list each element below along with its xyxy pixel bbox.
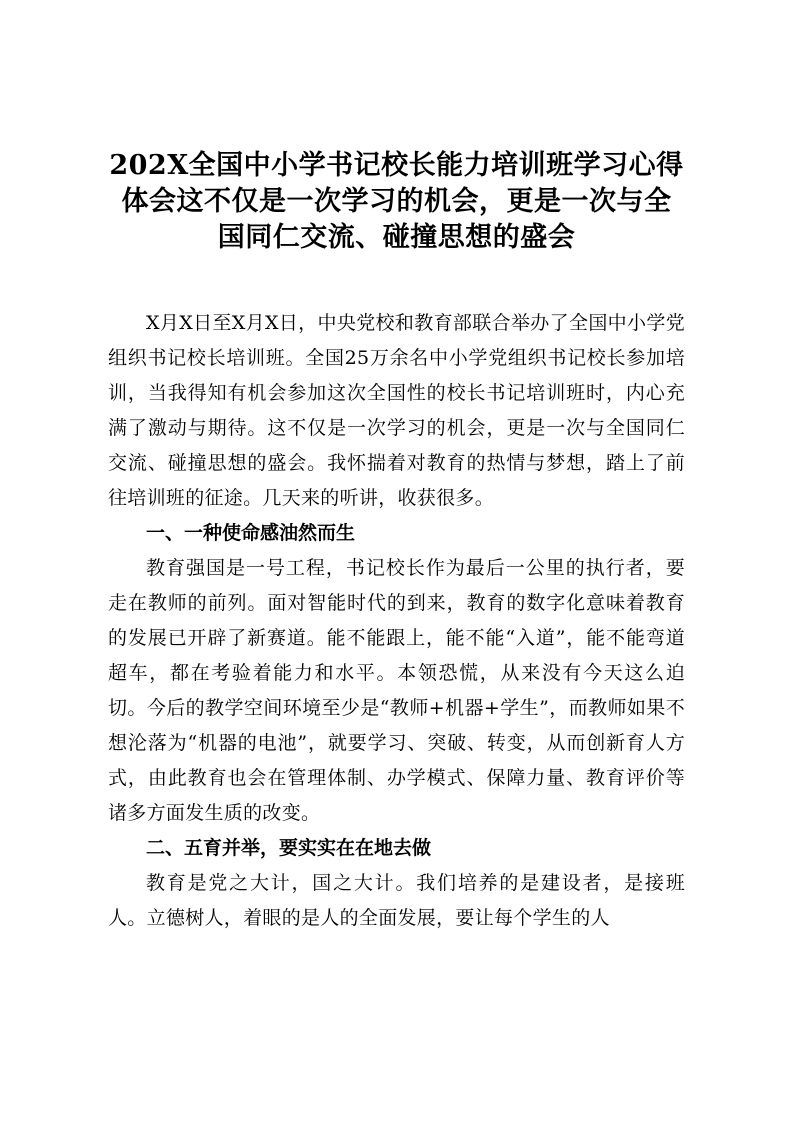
section-heading-1: 一、一种使命感油然而生 <box>146 522 356 544</box>
section-paragraph-2: 教育是党之大计，国之大计。我们培养的是建设者，是接班人。立德树人，着眼的是人的全面发展，要让每个学生的人 <box>108 872 685 929</box>
section-heading-2: 二、五育并举，要实实在在地去做 <box>146 837 432 859</box>
intro-paragraph: X月X日至X月X日，中央党校和教育部联合举办了全国中小学党组织书记校长培训班。全国25万余名中小学党组织书记校长参加培训，当我得知有机会参加这次全国性的校长书记培训班时，内心充满了激动与期待。这不仅是一次学习的机会，更是一次与全国同仁交流、碰撞思想的盛会。我怀揣着对教育的热情与梦想，踏上了前往培训班的征途。几天来的听讲，收获很多。 <box>108 312 685 509</box>
document-title: 202X全国中小学书记校长能力培训班学习心得体会这不仅是一次学习的机会，更是一次与全国同仁交流、碰撞思想的盛会 <box>109 150 684 253</box>
document-body <box>108 306 685 936</box>
section-paragraph-1: 教育强国是一号工程，书记校长作为最后一公里的执行者，要走在教师的前列。面对智能时代的到来，教育的数字化意味着教育的发展已开辟了新赛道。能不能跟上，能不能“入道”，能不能弯道超车，都在考验着能力和水平。本领恐慌，从来没有今天这么迫切。今后的教学空间环境至少是“教师+机器+学生”，而教师如果不想沦落为“机器的电池”，就要学习、突破、转变，从而创新育人方式，由此教育也会在管理体制、办学模式、保障力量、教育评价等诸多方面发生质的改变。 <box>108 557 685 824</box>
